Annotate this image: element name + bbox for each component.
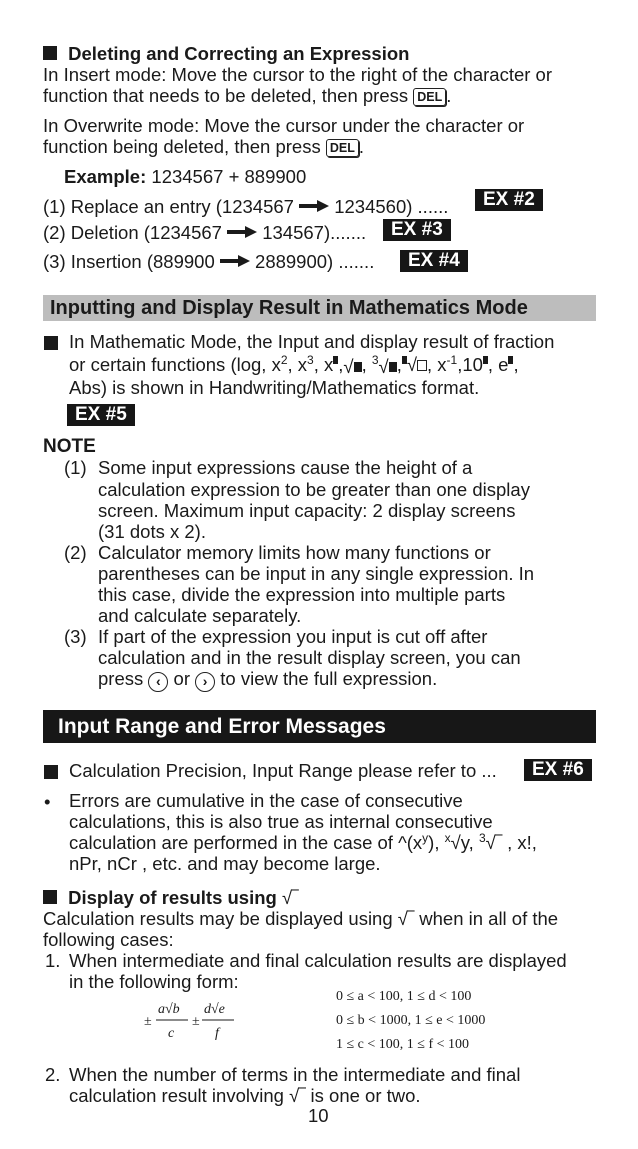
insert-mode-line2: function that needs to be deleted, then press DEL . [43,85,452,106]
note-2-line4: and calculate separately. [98,605,302,626]
ex4-badge: EX #4 [400,250,468,272]
right-arrow-icon [220,255,250,267]
svg-text:±: ± [144,1014,152,1029]
list-item-deletion: (2) Deletion (1234567 134567)....... [43,222,367,243]
math-mode-line2: or certain functions (log, $x^2$, $x^3$, x ,√ , $^3$√ , √ , $x^{-1},10$ , e , [69,352,519,377]
note-1-line2: calculation expression to be greater than one display [98,479,530,500]
case2-line2: calculation result involving √‾ is one or two. [69,1085,421,1106]
note-num-2: (2) [64,542,87,563]
note-num-3: (3) [64,626,87,647]
note-3-line2: calculation and in the result display screen, you can [98,647,521,668]
right-arrow-icon [227,226,257,238]
left-arrow-key-icon: ‹ [148,672,168,692]
errors-line2: calculations, this is also true as internal consecutive [69,811,493,832]
case-num-1: 1. [45,950,61,971]
list-item-insertion: (3) Insertion (889900 2889900) ....... [43,251,375,272]
case-num-2: 2. [45,1064,61,1085]
svg-text:f: f [215,1026,219,1041]
note-1-line3: screen. Maximum input capacity: 2 display screens [98,500,516,521]
svg-text:±: ± [192,1014,200,1029]
errors-line3: calculation are performed in the case of $\^{}(x^y)$, $^x$√y, $^3$√‾ , x!, [69,830,537,853]
note-1-line1: Some input expressions cause the height of a [98,457,473,478]
math-mode-line1: In Mathematic Mode, the Input and display result of fraction [69,331,555,352]
svg-text:d√e: d√e [204,1002,225,1017]
overwrite-mode-line1: In Overwrite mode: Move the cursor under the character or [43,115,525,136]
sqrt-icon: √‾ [397,908,415,929]
list-item-replace: (1) Replace an entry (1234567 1234560) ...... [43,196,449,217]
svg-text:c: c [168,1026,175,1041]
square-bullet-icon [44,336,58,350]
display-line1: Calculation results may be displayed using √‾ when in all of the [43,908,559,929]
display-line2: following cases: [43,929,174,950]
page-number: 10 [308,1105,329,1126]
case1-line2: in the following form: [69,971,239,992]
note-3-line3: press ‹ or › to view the full expression. [98,668,437,692]
ex2-badge: EX #2 [475,189,543,211]
note-3-line1: If part of the expression you input is cut off after [98,626,488,647]
note-num-1: (1) [64,457,87,478]
section-heading-deleting: Deleting and Correcting an Expression [43,43,409,64]
section-heading-display-results: Display of results using √‾ [43,887,298,908]
del-key-icon: DEL [326,139,359,157]
ex6-badge: EX #6 [524,759,592,781]
math-mode-line3: Abs) is shown in Handwriting/Mathematics format. [69,377,480,398]
square-bullet-icon [43,890,57,904]
overwrite-mode-line2: function being deleted, then press DEL . [43,136,364,157]
section-title-math-mode: Inputting and Display Result in Mathematics Mode [50,297,528,319]
errors-line4: nPr, nCr , etc. and may become large. [69,853,381,874]
range-line1: 0 ≤ a < 100, 1 ≤ d < 100 [336,989,472,1004]
range-line2: 0 ≤ b < 1000, 1 ≤ e < 1000 [336,1013,486,1028]
range-line3: 1 ≤ c < 100, 1 ≤ f < 100 [336,1037,470,1052]
errors-line1: Errors are cumulative in the case of consecutive [69,790,463,811]
sqrt-icon: √‾ [281,887,299,908]
example-line: Example: 1234567 + 889900 [64,166,307,187]
sqrt-icon: √‾ [289,1085,306,1106]
square-bullet-icon [44,765,58,779]
right-arrow-icon [299,200,329,212]
case2-line1: When the number of terms in the intermediate and final [69,1064,521,1085]
note-title: NOTE [43,436,96,457]
note-2-line1: Calculator memory limits how many functions or [98,542,491,563]
note-1-line4: (31 dots x 2). [98,521,206,542]
del-key-icon: DEL [413,88,446,106]
fraction-formula-figure [140,995,250,1045]
section-title-input-range: Input Range and Error Messages [58,715,386,738]
note-2-line3: this case, divide the expression into multiple parts [98,584,506,605]
square-bullet-icon [43,46,57,60]
case1-line1: When intermediate and final calculation results are displayed [69,950,567,971]
svg-text:a√b: a√b [158,1002,180,1017]
ex5-badge: EX #5 [67,404,135,426]
ex3-badge: EX #3 [383,219,451,241]
precision-line: Calculation Precision, Input Range please refer to ... [69,760,497,781]
insert-mode-line1: In Insert mode: Move the cursor to the right of the character or [43,64,552,85]
right-arrow-key-icon: › [195,672,215,692]
bullet-dot: • [44,791,51,812]
note-2-line2: parentheses can be input in any single expression. In [98,563,535,584]
